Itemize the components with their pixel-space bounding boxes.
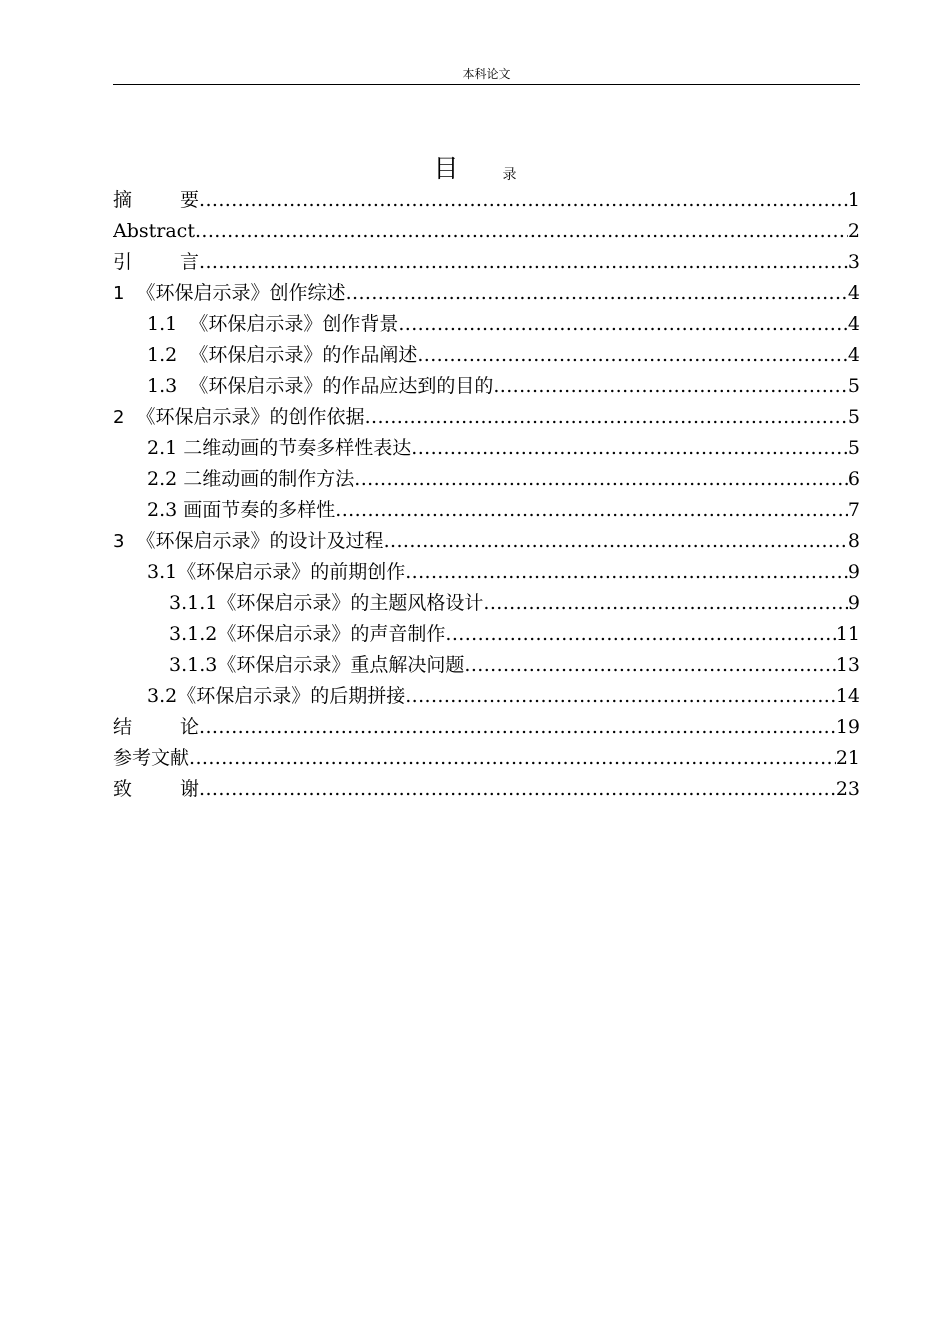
toc-entry[interactable] [113,371,860,402]
toc-entry-label [147,340,417,371]
toc-entry-label [113,216,195,247]
toc-entry-label [169,588,483,619]
toc-entry-label [147,681,405,712]
toc-entry-title: 《环保启示录》的后期拼接 [177,685,406,707]
toc-entry-title: 《环保启示录》的声音制作 [217,623,446,645]
toc-entry-number: 1.1 [147,313,178,335]
toc-page-number: 7 [847,499,860,521]
toc-entry-label [147,371,493,402]
toc-entry-label [113,278,346,309]
toc-entry-title: 《环保启示录》创作背景 [189,313,399,335]
toc-title-part1: 目 [433,154,459,183]
toc-entry-title: 《环保启示录》的作品应达到的目的 [189,375,494,397]
toc-entry-label [147,495,335,526]
toc-entry[interactable] [113,309,860,340]
toc-entry-title: 《环保启示录》创作综述 [136,282,346,304]
toc-page-number: 2 [847,220,860,242]
toc-page-number: 5 [847,375,860,397]
toc-entry-label [113,712,199,743]
toc-entry-number: 2.2 [147,468,178,490]
toc-entry-title: 《环保启示录》的创作依据 [136,406,365,428]
toc-entry-label [147,464,354,495]
toc-entry-title: 二维动画的节奏多样性表达 [183,437,412,459]
toc-page-number: 5 [847,406,860,428]
toc-page-number: 3 [847,251,860,273]
toc-leader-dots [384,526,848,557]
toc-entry-number: 3.1.1 [169,592,218,614]
table-of-contents [113,185,860,805]
toc-leader-dots [354,464,848,495]
toc-leader-dots [445,619,835,650]
toc-page-number: 13 [835,654,860,676]
toc-entry[interactable] [113,650,860,681]
toc-leader-dots [405,557,848,588]
toc-entry[interactable] [113,526,860,557]
page-header [113,64,860,85]
toc-entry[interactable] [113,743,860,774]
toc-title [0,153,950,189]
toc-leader-dots [199,774,836,805]
toc-entry-label [113,402,365,433]
toc-leader-dots [483,588,848,619]
toc-entry-title: 摘要 [113,189,200,211]
toc-entry-label [113,185,199,216]
toc-leader-dots [398,309,848,340]
toc-entry[interactable] [113,340,860,371]
toc-entry[interactable] [113,402,860,433]
toc-entry-title: 二维动画的制作方法 [183,468,355,490]
toc-leader-dots [464,650,835,681]
toc-entry-title: 《环保启示录》的主题风格设计 [217,592,484,614]
toc-entry-number: 2.1 [147,437,178,459]
toc-entry-number: 3.2 [147,685,178,707]
toc-page-number: 8 [847,530,860,552]
toc-entry-label [113,247,199,278]
toc-entry-number: 3.1.3 [169,654,218,676]
toc-entry-number: 1 [113,283,125,304]
toc-entry-title: 画面节奏的多样性 [183,499,336,521]
toc-leader-dots [411,433,848,464]
toc-page-number: 14 [835,685,860,707]
toc-page-number: 6 [847,468,860,490]
toc-page-number: 19 [835,716,860,738]
toc-entry[interactable] [113,185,860,216]
toc-entry-title: 致谢 [113,778,200,800]
toc-page-number: 9 [847,561,860,583]
toc-entry-title: 引言 [113,251,200,273]
toc-entry-number: 2 [113,407,125,428]
toc-entry-number: 3.1.2 [169,623,218,645]
toc-entry[interactable] [113,247,860,278]
toc-leader-dots [199,247,848,278]
toc-entry-label [169,650,464,681]
toc-page-number: 5 [847,437,860,459]
toc-entry-title: 结论 [113,716,200,738]
toc-entry-label [147,309,398,340]
toc-page-number: 23 [835,778,860,800]
toc-page-number: 21 [835,747,860,769]
toc-entry[interactable] [113,774,860,805]
toc-entry-label [147,557,405,588]
toc-entry-title: 《环保启示录》的前期创作 [177,561,406,583]
toc-entry[interactable] [113,278,860,309]
toc-entry-title: 《环保启示录》的作品阐述 [189,344,418,366]
toc-entry-title: 《环保启示录》的设计及过程 [136,530,384,552]
toc-page-number: 1 [847,189,860,211]
toc-entry-number: 1.3 [147,375,178,397]
toc-entry-label [169,619,445,650]
toc-entry[interactable] [113,619,860,650]
toc-leader-dots [346,278,848,309]
toc-leader-dots [417,340,848,371]
toc-page-number: 4 [847,344,860,366]
toc-leader-dots [199,185,848,216]
toc-entry[interactable] [113,588,860,619]
toc-leader-dots [335,495,848,526]
toc-entry-label [113,774,199,805]
toc-entry[interactable] [113,433,860,464]
toc-page-number: 4 [847,313,860,335]
toc-page-number: 9 [847,592,860,614]
toc-leader-dots [405,681,836,712]
toc-entry-title: 参考文献 [113,747,190,769]
toc-entry[interactable] [113,557,860,588]
toc-entry[interactable] [113,712,860,743]
toc-entry-number: 1.2 [147,344,178,366]
toc-page-number: 4 [847,282,860,304]
header-title: 本科论文 [462,67,511,81]
toc-page-number: 11 [835,623,860,645]
toc-entry[interactable] [113,464,860,495]
toc-entry-number: 3 [113,531,125,552]
toc-entry-label [147,433,411,464]
toc-entry-number: 2.3 [147,499,178,521]
toc-entry[interactable] [113,216,860,247]
toc-entry-title: Abstract [113,220,195,242]
toc-entry-label [113,526,384,557]
toc-leader-dots [189,743,836,774]
toc-entry[interactable] [113,681,860,712]
toc-leader-dots [493,371,848,402]
toc-leader-dots [365,402,848,433]
toc-leader-dots [195,216,848,247]
toc-leader-dots [199,712,836,743]
toc-entry-number: 3.1 [147,561,178,583]
toc-entry-title: 《环保启示录》重点解决问题 [217,654,465,676]
toc-title-part2: 录 [502,167,517,183]
toc-entry[interactable] [113,495,860,526]
toc-entry-label [113,743,189,774]
